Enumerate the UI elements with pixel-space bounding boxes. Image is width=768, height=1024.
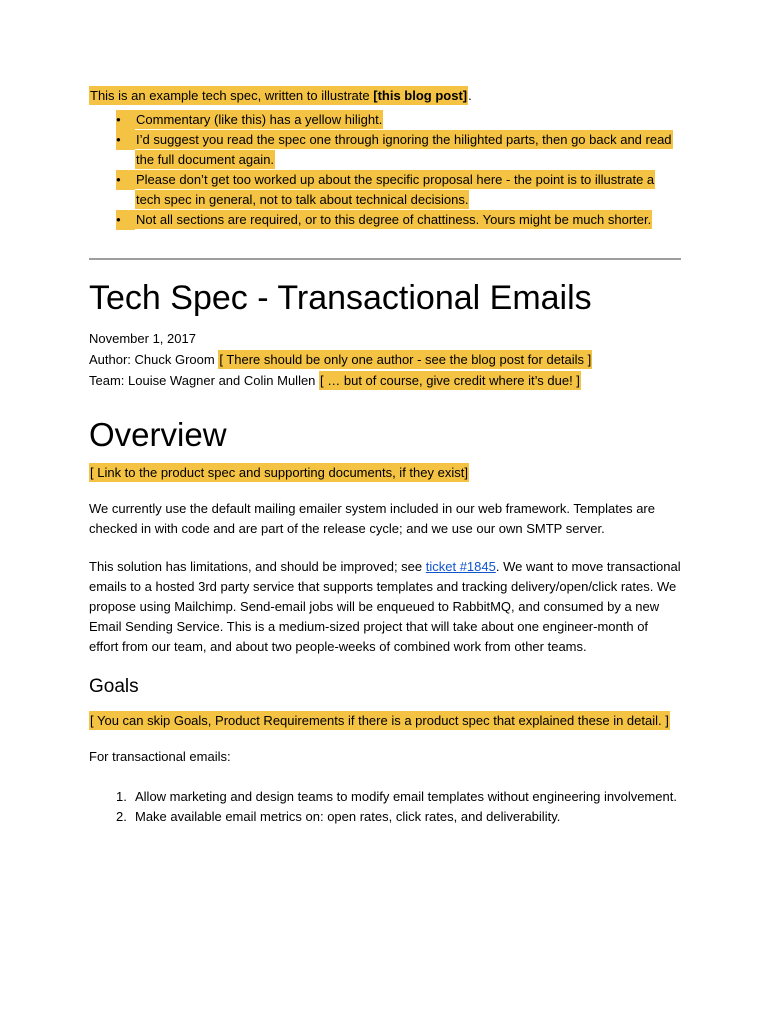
- bullet-icon: ●: [116, 210, 135, 230]
- team-text: Team: Louise Wagner and Colin Mullen: [89, 373, 320, 388]
- bullet-list: [89, 110, 681, 230]
- goals-lead: For transactional emails:: [89, 749, 231, 764]
- list-number: 2.: [116, 809, 127, 824]
- bullet-marker: [89, 170, 135, 190]
- bullet-icon: ●: [116, 130, 135, 150]
- paragraph-text: This solution has limitations, and should be improved; see: [89, 559, 426, 574]
- list-item-text: I’d suggest you read the spec one through ignoring the hilighted parts, then go back and read the full document again.: [136, 132, 672, 167]
- intro-text: This is an example tech spec, written to illustrate: [90, 88, 374, 103]
- bullet-marker: [89, 110, 135, 130]
- intro-paragraph: [89, 86, 681, 106]
- intro-highlight: [89, 86, 468, 105]
- overview-note: [ Link to the product spec and supporting documents, if they exist]: [90, 465, 468, 480]
- list-number: 1.: [116, 789, 127, 804]
- overview-heading: Overview: [89, 416, 227, 453]
- document-title: Tech Spec - Transactional Emails: [89, 279, 592, 317]
- horizontal-rule: [89, 258, 681, 260]
- team-note: [ … but of course, give credit where it’s due! ]: [320, 373, 580, 388]
- intro-period: .: [468, 88, 472, 103]
- list-item: [89, 130, 681, 170]
- list-item: [89, 170, 681, 210]
- list-item-text: Make available email metrics on: open rates, click rates, and deliverability.: [135, 809, 561, 824]
- list-item: [89, 787, 681, 807]
- list-item: [89, 210, 681, 230]
- bullet-icon: ●: [116, 110, 135, 130]
- paragraph-text: . We want to move transactional emails to a hosted 3rd party service that supports templates and tracking delivery/open/click rates. We propose using Mailchimp. Send-email jobs will be enqueued to RabbitMQ, and consumed by a new Email Sending Service. This is a medium-sized project that will take about one engineer-month of effort from our team, and about two people-weeks of combined work from other teams.: [89, 559, 681, 654]
- bullet-icon: ●: [116, 170, 135, 190]
- list-item-text: Allow marketing and design teams to modify email templates without engineering involvement.: [135, 789, 677, 804]
- overview-paragraph-2: [89, 557, 681, 657]
- bullet-marker: [89, 130, 135, 150]
- author-text: Author: Chuck Groom: [89, 352, 219, 367]
- doc-date: November 1, 2017: [89, 331, 196, 346]
- author-note: [ There should be only one author - see the blog post for details ]: [219, 352, 592, 367]
- list-item: [89, 110, 681, 130]
- list-item: [89, 807, 681, 827]
- intro-bold-text: [this blog post]: [373, 88, 468, 103]
- list-item-text: Not all sections are required, or to this degree of chattiness. Yours might be much shorter.: [136, 212, 652, 227]
- bullet-marker: [89, 210, 135, 230]
- goals-note: [ You can skip Goals, Product Requirements if there is a product spec that explained these in detail. ]: [90, 713, 669, 728]
- team-line: [89, 370, 681, 391]
- author-line: [89, 349, 681, 370]
- list-item-text: Please don’t get too worked up about the specific proposal here - the point is to illustrate a tech spec in general, not to talk about technical decisions.: [136, 172, 655, 207]
- overview-paragraph-1: We currently use the default mailing emailer system included in our web framework. Templates are checked in with code and are part of the release cycle; and we use our own SMTP server.: [89, 501, 655, 536]
- ticket-link[interactable]: ticket #1845: [425, 559, 496, 574]
- list-item-text: Commentary (like this) has a yellow hilight.: [136, 112, 383, 127]
- numbered-list: [89, 787, 681, 827]
- goals-heading: Goals: [89, 676, 139, 697]
